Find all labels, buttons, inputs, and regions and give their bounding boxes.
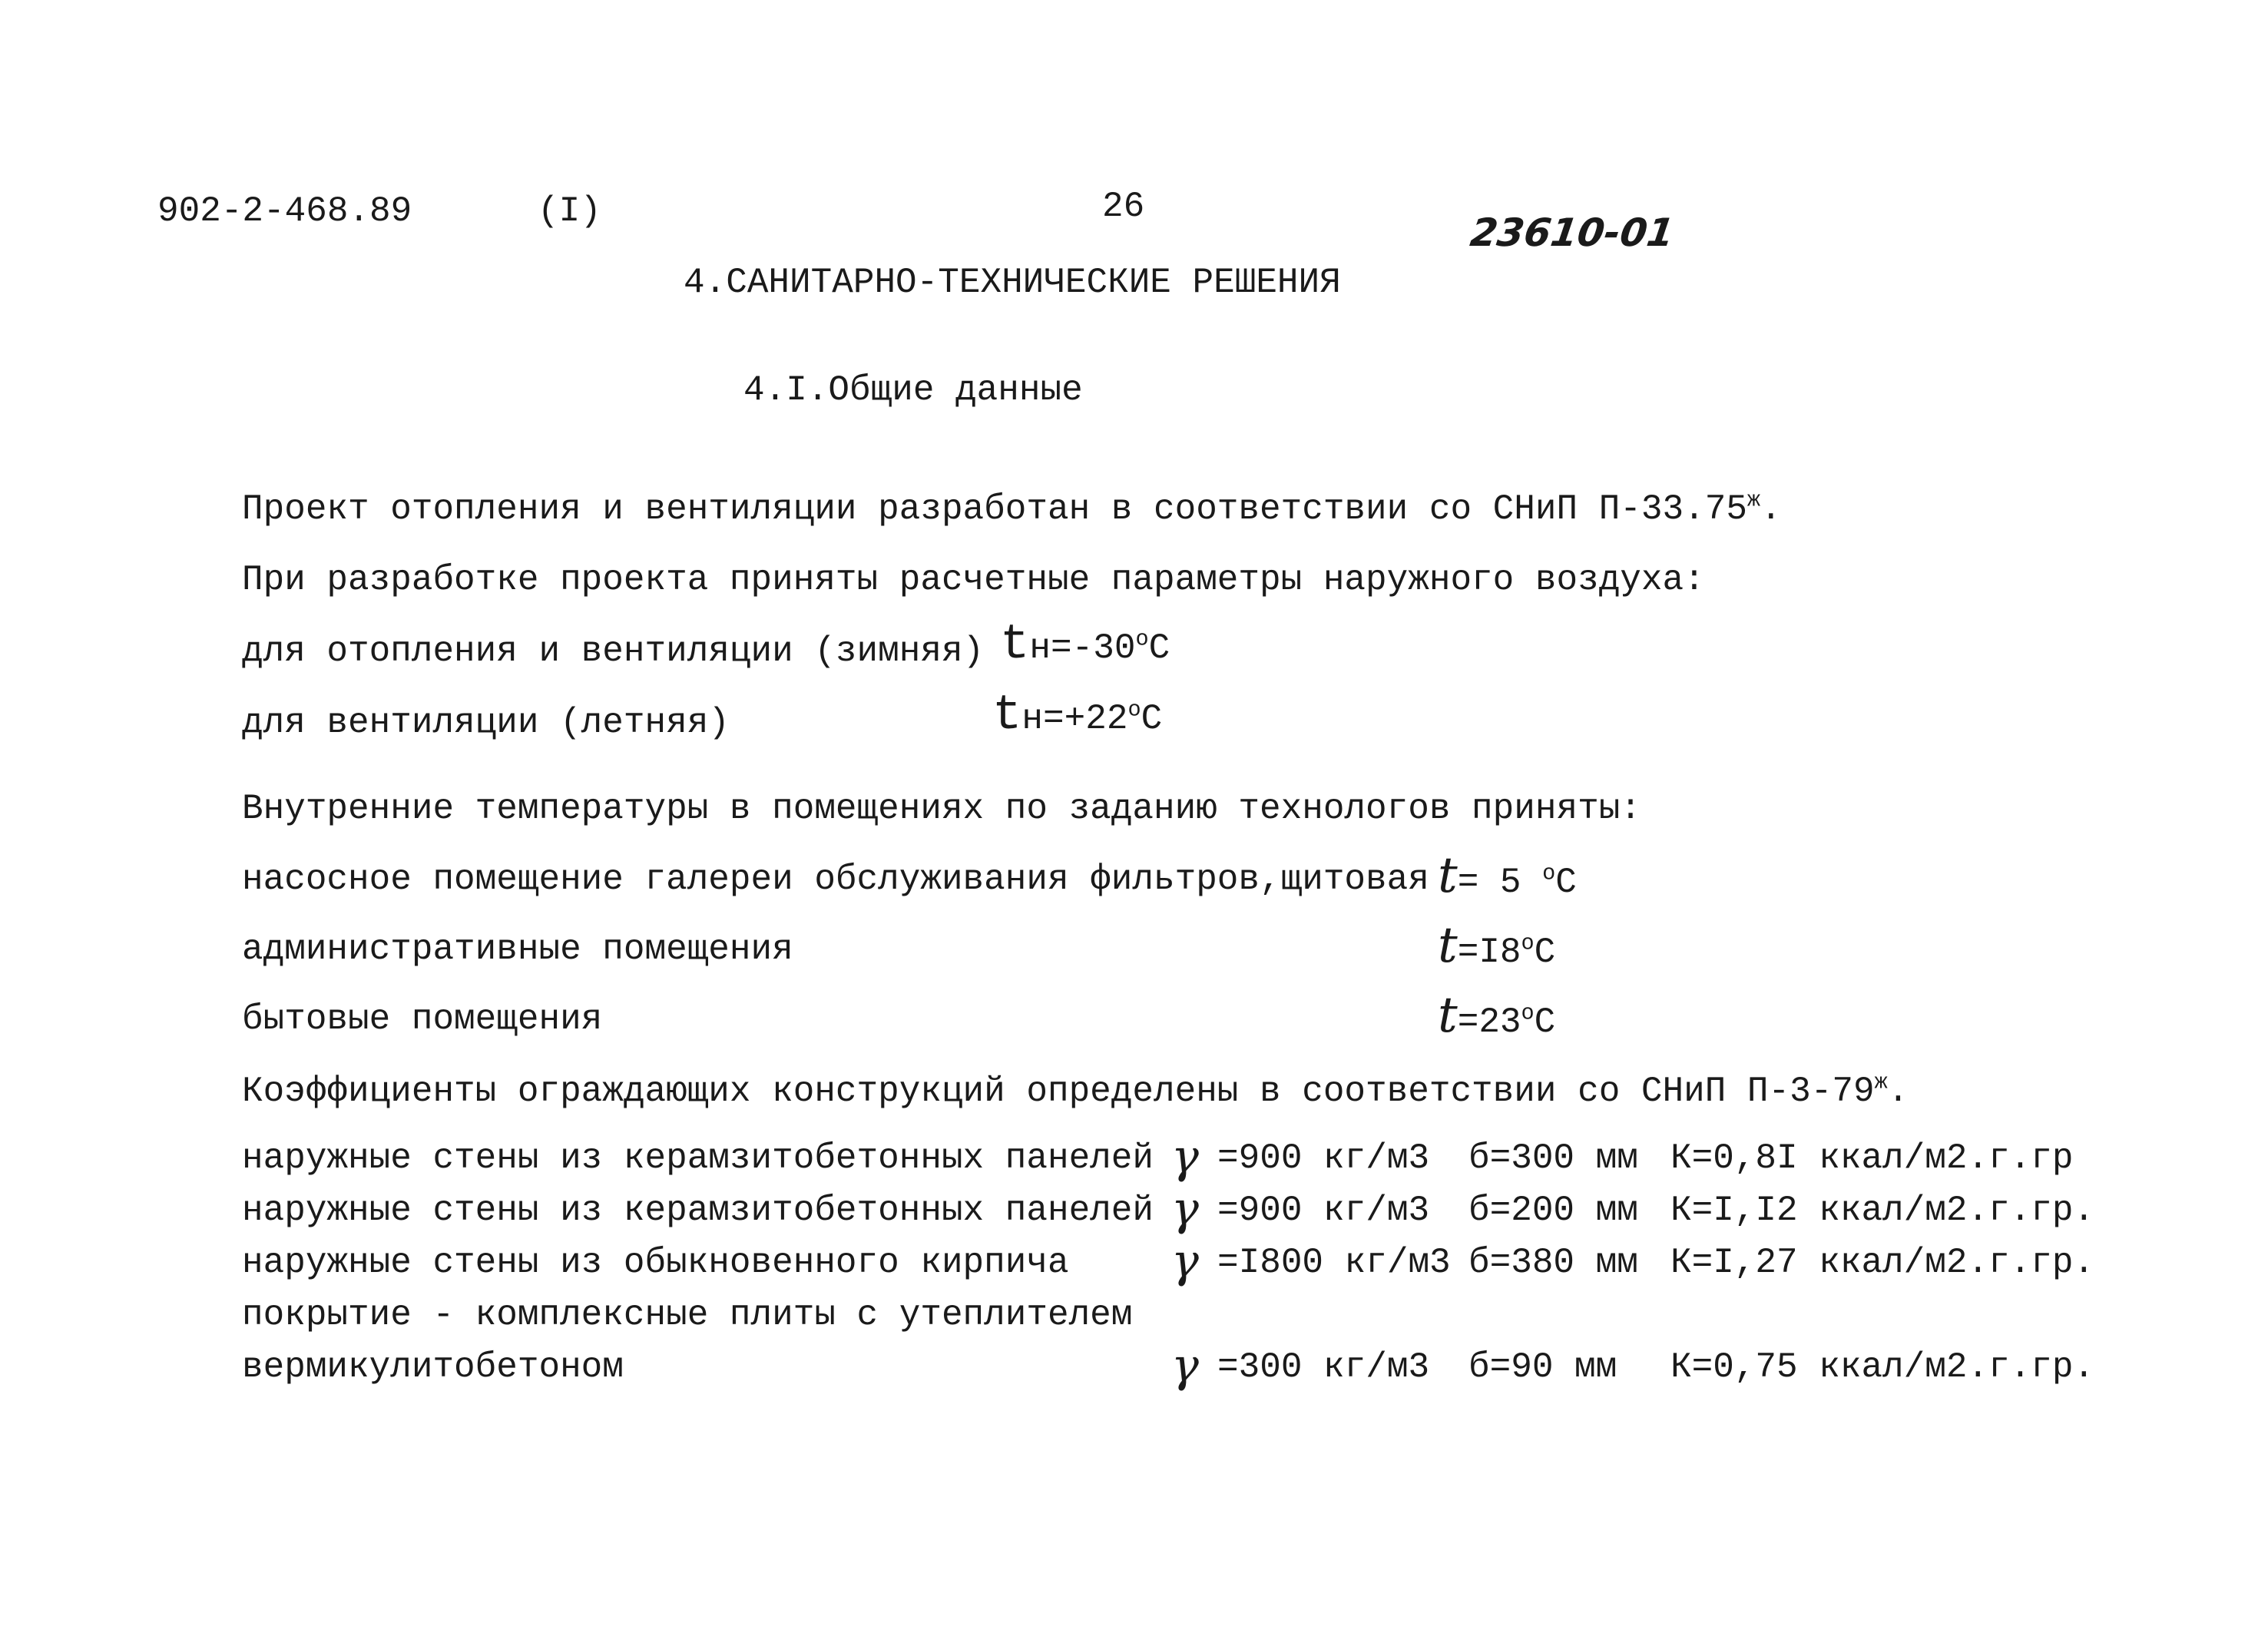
indoor-admin-value: [1438, 917, 1556, 974]
outdoor-winter-number: н=-30: [1029, 628, 1136, 668]
degree-mark: о: [1521, 930, 1535, 956]
construction-density: =900 кг/м3: [1217, 1191, 1430, 1231]
construction-density: =I800 кг/м3: [1217, 1243, 1451, 1283]
indoor-household-value: [1438, 987, 1556, 1044]
temperature-symbol: t: [992, 688, 1022, 744]
outdoor-summer-label: для вентиляции (летняя): [242, 703, 730, 743]
outdoor-summer-unit: С: [1141, 699, 1163, 739]
density-symbol: γ: [1171, 1339, 1199, 1393]
document-code: 902-2-468.89: [157, 191, 412, 231]
degree-mark: о: [1127, 697, 1141, 723]
construction-thickness: б=300 мм: [1468, 1138, 1638, 1178]
coefficients-heading-end: .: [1887, 1072, 1909, 1111]
construction-thickness: б=380 мм: [1468, 1243, 1638, 1283]
density-symbol: γ: [1171, 1182, 1199, 1236]
construction-label: наружные стены из керамзитобетонных панелей: [242, 1138, 1154, 1178]
construction-k-value: К=0,75 ккал/м2.г.гр.: [1670, 1347, 2095, 1387]
intro-line-1: [242, 487, 1782, 529]
construction-label: покрытие - комплексные плиты с утеплителем: [242, 1295, 1133, 1335]
indoor-household-unit: С: [1534, 1002, 1556, 1042]
degree-mark: о: [1521, 1000, 1535, 1026]
indoor-household-number: =23: [1457, 1002, 1521, 1042]
indoor-pump-value: [1438, 847, 1577, 904]
intro-line-2: При разработке проекта приняты расчетные параметры наружного воздуха:: [242, 560, 1705, 600]
handwritten-stamp-number: 23610-01: [1467, 210, 1677, 255]
outdoor-winter-label: для отопления и вентиляции (зимняя): [242, 631, 985, 671]
asterisk-mark: ж: [1747, 487, 1761, 513]
page-number: 26: [1102, 187, 1145, 227]
indoor-heading: Внутренние температуры в помещениях по заданию технологов приняты:: [242, 789, 1641, 829]
indoor-admin-number: =I8: [1457, 932, 1521, 972]
density-symbol: γ: [1171, 1234, 1199, 1288]
indoor-pump-label: насосное помещение галереи обслуживания фильтров,щитовая: [242, 860, 1429, 899]
coefficients-heading: [242, 1069, 1909, 1111]
construction-thickness: б=90 мм: [1468, 1347, 1617, 1387]
outdoor-summer-number: н=+22: [1021, 699, 1128, 739]
indoor-household-label: бытовые помещения: [242, 999, 603, 1039]
temperature-symbol: t: [1438, 987, 1458, 1044]
construction-density: =300 кг/м3: [1217, 1347, 1430, 1387]
coefficients-heading-text: Коэффициенты ограждающих конструкций определены в соответствии со СНиП П-3-79: [242, 1072, 1875, 1111]
temperature-symbol: t: [1000, 618, 1030, 673]
construction-k-value: К=I,I2 ккал/м2.г.гр.: [1670, 1191, 2095, 1231]
indoor-admin-unit: С: [1534, 932, 1556, 972]
intro-line-1-end: .: [1760, 489, 1782, 529]
indoor-admin-label: административные помещения: [242, 929, 793, 969]
outdoor-winter-value: [1000, 618, 1170, 673]
construction-label: наружные стены из обыкновенного кирпича: [242, 1243, 1069, 1283]
section-title: 4.САНИТАРНО-ТЕХНИЧЕСКИЕ РЕШЕНИЯ: [684, 263, 1341, 303]
construction-k-value: К=0,8I ккал/м2.г.гр: [1670, 1138, 2074, 1178]
temperature-symbol: t: [1438, 917, 1458, 974]
density-symbol: γ: [1171, 1130, 1199, 1184]
asterisk-mark: ж: [1874, 1069, 1888, 1095]
indoor-pump-number: = 5: [1457, 863, 1543, 903]
outdoor-summer-value: [992, 688, 1163, 744]
degree-mark: о: [1542, 860, 1556, 886]
construction-k-value: К=I,27 ккал/м2.г.гр.: [1670, 1243, 2095, 1283]
degree-mark: о: [1135, 626, 1149, 652]
part-number: (I): [538, 191, 601, 231]
temperature-symbol: t: [1438, 847, 1458, 904]
construction-thickness: б=200 мм: [1468, 1191, 1638, 1231]
subsection-title: 4.I.Общие данные: [743, 370, 1083, 410]
intro-line-1-text: Проект отопления и вентиляции разработан в соответствии со СНиП П-33.75: [242, 489, 1747, 529]
construction-label: наружные стены из керамзитобетонных панелей: [242, 1191, 1154, 1231]
construction-label: вермикулитобетоном: [242, 1347, 624, 1387]
indoor-pump-unit: С: [1555, 863, 1577, 903]
outdoor-winter-unit: С: [1148, 628, 1170, 668]
construction-density: =900 кг/м3: [1217, 1138, 1430, 1178]
